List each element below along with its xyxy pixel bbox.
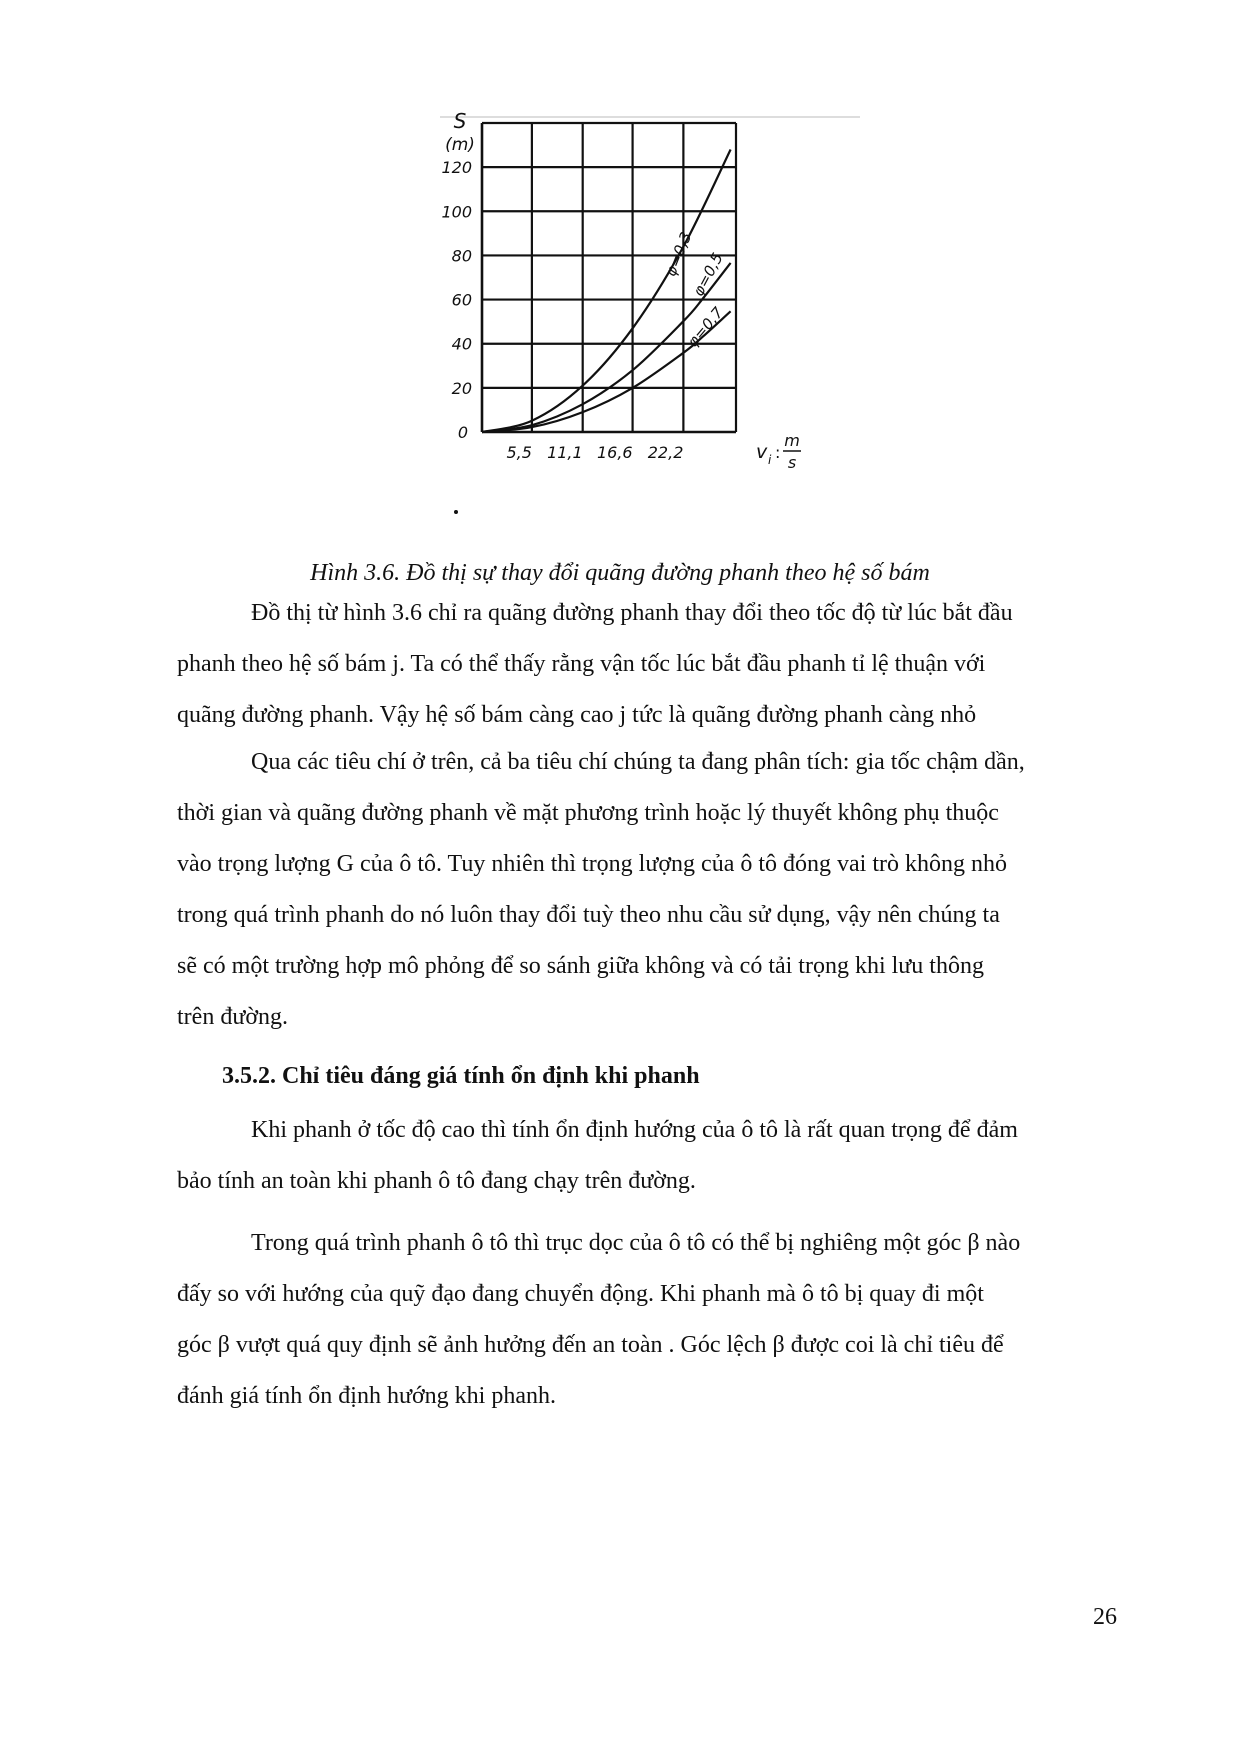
x-axis-symbol: v [756,441,768,463]
paragraph-1 [177,588,1125,741]
paragraph-2-line: trong quá trình phanh do nó luôn thay đổi tuỳ theo nhu cầu sử dụng, vậy nên chúng ta [177,902,1000,928]
braking-distance-chart [440,110,860,540]
chart-svg [440,110,860,540]
y-tick-label: 40 [451,334,472,354]
paragraph-4 [177,1218,1125,1422]
paragraph-2-line: trên đường. [177,1004,289,1030]
paragraph-4-line: đánh giá tính ổn định hướng khi phanh. [177,1383,556,1409]
x-axis-unit-denominator: s [787,453,797,472]
x-axis-unit-numerator: m [784,431,800,450]
series-label: φ=0,3 [661,229,696,279]
section-heading: 3.5.2. Chỉ tiêu đáng giá tính ổn định khi phanh [222,1063,700,1089]
paragraph-2 [177,737,1125,1043]
y-axis-title: S [453,110,467,133]
x-tick-label: 5,5 [506,443,532,462]
y-tick-label: 80 [451,246,472,266]
figure-caption: Hình 3.6. Đồ thị sự thay đổi quãng đường phanh theo hệ số bám [310,560,930,586]
page-number: 26 [1093,1604,1117,1630]
origin-label: 0 [457,423,468,442]
paragraph-3-line: Khi phanh ở tốc độ cao thì tính ổn định hướng của ô tô là rất quan trọng để đảm [251,1117,1018,1143]
stray-dot [454,510,458,514]
y-axis-unit: (m) [445,135,475,155]
paragraph-1-line: quãng đường phanh. Vậy hệ số bám càng cao j tức là quãng đường phanh càng nhỏ [177,702,977,728]
paragraph-3 [177,1105,1125,1207]
y-tick-label: 120 [441,158,472,178]
x-axis-colon: : [775,443,781,462]
series-label: φ=0,5 [689,249,727,300]
paragraph-1-line: Đồ thị từ hình 3.6 chỉ ra quãng đường phanh thay đổi theo tốc độ từ lúc bắt đầu [251,600,1013,626]
chart-labels [441,110,801,472]
y-tick-label: 60 [451,290,472,310]
y-tick-label: 100 [441,202,472,222]
paragraph-2-line: Qua các tiêu chí ở trên, cả ba tiêu chí chúng ta đang phân tích: gia tốc chậm dần, [251,749,1025,775]
x-tick-label: 11,1 [547,443,583,462]
x-tick-label: 16,6 [596,443,633,462]
series-label: φ=0,7 [683,303,728,351]
x-tick-label: 22,2 [647,443,684,462]
x-axis-subscript: i [768,453,772,467]
paragraph-2-line: sẽ có một trường hợp mô phỏng để so sánh giữa không và có tải trọng khi lưu thông [177,953,984,979]
paragraph-2-line: thời gian và quãng đường phanh về mặt phương trình hoặc lý thuyết không phụ thuộc [177,800,999,826]
paragraph-4-line: góc β vượt quá quy định sẽ ảnh hưởng đến an toàn . Góc lệch β được coi là chỉ tiêu để [177,1332,1004,1358]
paragraph-2-line: vào trọng lượng G của ô tô. Tuy nhiên thì trọng lượng của ô tô đóng vai trò không nhỏ [177,851,1008,877]
paragraph-4-line: đấy so với hướng của quỹ đạo đang chuyển động. Khi phanh mà ô tô bị quay đi một [177,1281,984,1307]
paragraph-3-line: bảo tính an toàn khi phanh ô tô đang chạy trên đường. [177,1168,696,1194]
paragraph-1-line: phanh theo hệ số bám j. Ta có thể thấy rằng vận tốc lúc bắt đầu phanh tỉ lệ thuận với [177,651,986,677]
y-tick-label: 20 [451,378,472,398]
paragraph-4-line: Trong quá trình phanh ô tô thì trục dọc của ô tô có thể bị nghiêng một góc β nào [251,1230,1021,1256]
